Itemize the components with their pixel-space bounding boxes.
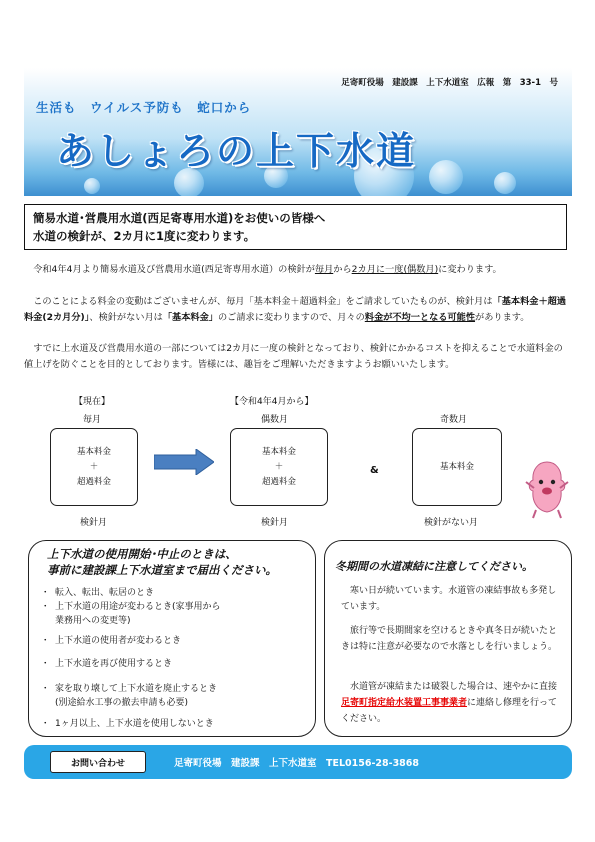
list-item <box>43 634 181 648</box>
text: 「基本料金」 <box>162 311 218 323</box>
text: 上下水道を再び使用するとき <box>55 659 173 669</box>
current-label: 【現在】 <box>74 397 111 407</box>
list-item-continued <box>43 614 131 628</box>
header-banner <box>24 68 572 196</box>
text: 家を取り壊して上下水道を廃止するとき <box>55 684 218 694</box>
text: 転入、転出、転居のとき <box>55 588 155 598</box>
arrow-right-icon <box>154 449 214 475</box>
text: 1ヶ月以上、上下水道を使用しないとき <box>55 719 214 729</box>
notice-line-2: 水道の検針が、2カ月に1度に変わります。 <box>33 229 256 243</box>
col3-bottom-label: 検針がない月 <box>424 518 479 528</box>
issue-number: 足寄町役場 建設課 上下水道室 広報 第 33-1 号 <box>341 78 558 88</box>
text: (別途給水工事の撤去申請も必要) <box>55 698 189 708</box>
excess-fee-text: 超過料金 <box>76 476 111 487</box>
designated-contractor-text: 足寄町指定給水装置工事事業者 <box>341 698 468 708</box>
text: 水道管が凍結または破裂した場合は、速やかに直接 <box>350 682 558 692</box>
text: 料金が不均一となる可能性 <box>364 311 476 323</box>
freeze-paragraph-3 <box>341 679 563 727</box>
bullet: ･ <box>43 719 48 729</box>
text: 毎月 <box>314 264 334 275</box>
col2-top-label: 偶数月 <box>261 415 289 425</box>
text: このことによる料金の変動はございませんが、毎月「基本料金＋超過料金」をご請求していたものが、検針月は <box>33 296 493 307</box>
panel-heading: 冬期間の水道凍結に注意してください。 <box>335 560 533 573</box>
new-label: 【令和4年4月から】 <box>230 397 314 407</box>
freeze-paragraph-2: 旅行等で長期間家を空けるときや真冬日が続いたときは特に注意が必要なので水落としを行いましょう。 <box>341 626 558 652</box>
start-stop-panel <box>28 540 316 737</box>
plus-sign: ＋ <box>274 461 284 472</box>
list-item <box>43 586 154 600</box>
intro-paragraph-1 <box>24 262 569 278</box>
text: 上下水道の使用者が変わるとき <box>55 636 182 646</box>
bullet: ･ <box>43 636 48 646</box>
freeze-paragraph-1: 寒い日が続いています。水道管の凍結事故も多発しています。 <box>341 586 557 612</box>
bullet: ･ <box>43 602 48 612</box>
text: のご請求に変わりますので、月々の <box>217 311 365 323</box>
list-item-continued <box>43 696 188 710</box>
list-item <box>43 717 214 731</box>
water-bubble <box>84 178 100 194</box>
excess-fee-text: 超過料金 <box>261 476 296 487</box>
list-item <box>43 600 221 614</box>
odd-month-charge-box <box>412 428 502 506</box>
bullet: ･ <box>43 659 48 669</box>
water-bubble <box>429 160 463 194</box>
text: 業務用への変更等) <box>55 616 131 626</box>
panel-heading-line-1: 上下水道の使用開始･中止のときは、 <box>47 547 237 561</box>
freeze-warning-panel <box>324 540 572 737</box>
list-item <box>43 657 172 671</box>
panel-heading-line-2: 事前に建設課上下水道室まで届出ください。 <box>47 563 277 577</box>
col1-bottom-label: 検針月 <box>80 518 108 528</box>
contact-info: 足寄町役場 建設課 上下水道室 TEL0156-28-3868 <box>174 758 420 769</box>
notice-line-1: 簡易水道･営農用水道(西足寄専用水道)をお使いの皆様へ <box>33 211 326 225</box>
ampersand: & <box>370 465 379 476</box>
basic-fee-text: 基本料金 <box>261 446 296 457</box>
contact-footer <box>24 745 572 779</box>
text: 「基本料金＋超過料金(2カ月分)」 <box>24 296 567 323</box>
bullet: ･ <box>43 684 48 694</box>
text: から <box>333 264 352 275</box>
col1-top-label: 毎月 <box>83 415 102 425</box>
intro-paragraph-3: すでに上水道及び営農用水道の一部については2カ月に一度の検針となっており、検針にかかるコストを抑えることで水道料金の値上げを防ぐことを目的としております。皆様には、趣旨をご理解いただきますようお願いいたします。 <box>24 343 563 370</box>
list-item <box>43 682 217 696</box>
text: 、検針がない月は <box>89 311 163 323</box>
even-month-charge-box <box>230 428 328 506</box>
contact-button[interactable]: お問い合わせ <box>50 751 146 773</box>
page-title: あしょろの上下水道 <box>56 129 417 173</box>
basic-fee-text: 基本料金 <box>76 446 111 457</box>
water-bubble <box>494 172 516 194</box>
text: に変わります。 <box>438 264 502 275</box>
tagline: 生活も ウイルス予防も 蛇口から <box>36 100 252 115</box>
basic-fee-text: 基本料金 <box>439 461 474 472</box>
text: 令和4年4月より簡易水道及び営農用水道(西足寄専用水道）の検針が <box>33 264 315 275</box>
col3-top-label: 奇数月 <box>440 415 468 425</box>
current-charge-box <box>50 428 138 506</box>
text: 上下水道の用途が変わるとき(家事用から <box>55 602 221 612</box>
notice-box <box>24 204 567 250</box>
text: に連絡し修理を行ってください。 <box>341 698 558 724</box>
mascot-icon <box>524 458 570 520</box>
bullet: ･ <box>43 588 48 598</box>
intro-paragraph-2 <box>24 294 569 325</box>
text: があります。 <box>475 311 530 323</box>
plus-sign: ＋ <box>89 461 99 472</box>
col2-bottom-label: 検針月 <box>261 518 289 528</box>
text: 2カ月に一度(偶数月) <box>351 264 439 275</box>
